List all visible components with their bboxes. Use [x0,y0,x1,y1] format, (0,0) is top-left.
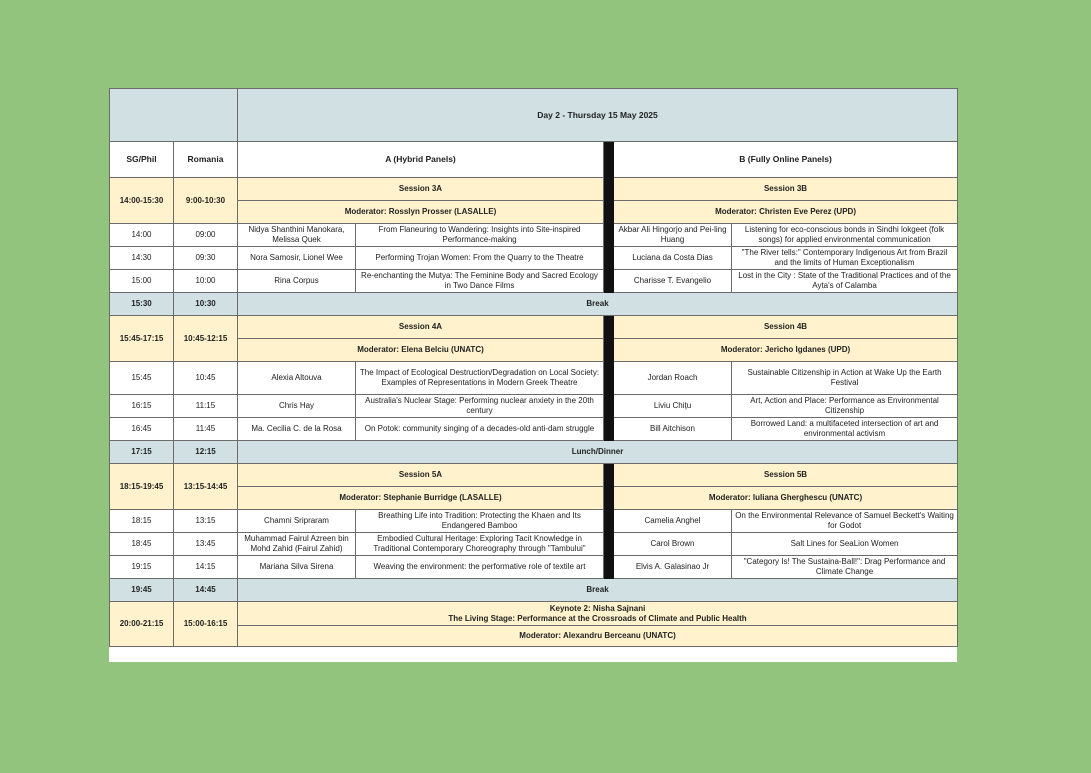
paper-title-b: "Category Is! The Sustaina-Ball!": Drag Performance and Climate Change [732,556,958,579]
paper-title-a: Breathing Life into Tradition: Protecting the Khaen and Its Endangered Bamboo [356,510,604,533]
schedule-sheet [109,88,957,662]
presenter-b: Akbar Ali Hingorjo and Pei-ling Huang [614,224,732,247]
col-b-online: B (Fully Online Panels) [614,142,958,178]
paper-title-b: Lost in the City : State of the Traditional Practices and of the Ayta's of Calamba [732,270,958,293]
sg-time: 15:45 [110,362,174,395]
presenter-b: Camelia Anghel [614,510,732,533]
table-row [110,362,958,395]
presenter-b: Elvis A. Galasinao Jr [614,556,732,579]
slot-sg-time: 15:45-17:15 [110,316,174,362]
break-row [110,441,958,464]
keynote-sg-time: 20:00-21:15 [110,602,174,647]
header-blank [110,89,238,142]
session-b-title: Session 5B [614,464,958,487]
session-b-title: Session 4B [614,316,958,339]
session-b-title: Session 3B [614,178,958,201]
paper-title-b: "The River tells:" Contemporary Indigenous Art from Brazil and the limits of Human Exceptionalism [732,247,958,270]
paper-title-b: Salt Lines for SeaLion Women [732,533,958,556]
break-row [110,579,958,602]
slot-ro-time: 9:00-10:30 [174,178,238,224]
col-romania: Romania [174,142,238,178]
break-sg-time: 17:15 [110,441,174,464]
table-row [110,418,958,441]
break-label: Break [238,293,958,316]
break-row [110,293,958,316]
ro-time: 11:15 [174,395,238,418]
presenter-a: Nora Samosir, Lionel Wee [238,247,356,270]
presenter-a: Rina Corpus [238,270,356,293]
presenter-b: Carol Brown [614,533,732,556]
break-ro-time: 12:15 [174,441,238,464]
paper-title-a: Embodied Cultural Heritage: Exploring Tacit Knowledge in Traditional Contemporary Choreography through "Tambului" [356,533,604,556]
presenter-b: Jordan Roach [614,362,732,395]
paper-title-a: On Potok: community singing of a decades-old anti-dam struggle [356,418,604,441]
slot-ro-time: 10:45-12:15 [174,316,238,362]
presenter-a: Chamni Sripraram [238,510,356,533]
paper-title-b: Art, Action and Place: Performance as Environmental Citizenship [732,395,958,418]
sg-time: 19:15 [110,556,174,579]
ro-time: 09:30 [174,247,238,270]
session-a-title: Session 5A [238,464,604,487]
moderator-a: Moderator: Stephanie Burridge (LASALLE) [238,487,604,510]
ro-time: 13:45 [174,533,238,556]
moderator-b: Moderator: Iuliana Gherghescu (UNATC) [614,487,958,510]
ro-time: 11:45 [174,418,238,441]
keynote-speaker: Keynote 2: Nisha Sajnani [549,603,646,613]
table-row [110,533,958,556]
keynote-ro-time: 15:00-16:15 [174,602,238,647]
col-a-hybrid: A (Hybrid Panels) [238,142,604,178]
paper-title-a: Performing Trojan Women: From the Quarry to the Theatre [356,247,604,270]
table-row [110,270,958,293]
paper-title-b: Borrowed Land: a multifaceted intersection of art and environmental activism [732,418,958,441]
break-label: Break [238,579,958,602]
paper-title-a: Australia's Nuclear Stage: Performing nuclear anxiety in the 20th century [356,395,604,418]
presenter-a: Mariana Silva Sirena [238,556,356,579]
paper-title-a: The Impact of Ecological Destruction/Degradation on Local Society: Examples of Representations in Modern Greek Theatre [356,362,604,395]
slot-ro-time: 13:15-14:45 [174,464,238,510]
paper-title-a: Weaving the environment: the performative role of textile art [356,556,604,579]
break-ro-time: 10:30 [174,293,238,316]
presenter-a: Alexia Altouva [238,362,356,395]
sg-time: 14:00 [110,224,174,247]
table-row [110,510,958,533]
keynote-title [238,602,958,626]
moderator-b: Moderator: Christen Eve Perez (UPD) [614,201,958,224]
col-sg-phil: SG/Phil [110,142,174,178]
paper-title-a: From Flaneuring to Wandering: Insights into Site-inspired Performance-making [356,224,604,247]
break-ro-time: 14:45 [174,579,238,602]
sg-time: 18:15 [110,510,174,533]
break-label: Lunch/Dinner [238,441,958,464]
ro-time: 13:15 [174,510,238,533]
slot-sg-time: 18:15-19:45 [110,464,174,510]
table-row [110,556,958,579]
session-a-title: Session 3A [238,178,604,201]
sg-time: 16:15 [110,395,174,418]
table-row [110,224,958,247]
break-sg-time: 15:30 [110,293,174,316]
presenter-b: Bill Aitchison [614,418,732,441]
day-title: Day 2 - Thursday 15 May 2025 [238,89,958,142]
presenter-b: Charisse T. Evangelio [614,270,732,293]
moderator-a: Moderator: Elena Belciu (UNATC) [238,339,604,362]
ro-time: 14:15 [174,556,238,579]
sg-time: 18:45 [110,533,174,556]
paper-title-b: Listening for eco-conscious bonds in Sindhi lokgeet (folk songs) for applied environmental communication [732,224,958,247]
schedule-table [109,88,958,647]
keynote-moderator: Moderator: Alexandru Berceanu (UNATC) [238,626,958,647]
ro-time: 10:00 [174,270,238,293]
presenter-a: Chris Hay [238,395,356,418]
paper-title-a: Re-enchanting the Mutya: The Feminine Body and Sacred Ecology in Two Dance Films [356,270,604,293]
slot-sg-time: 14:00-15:30 [110,178,174,224]
moderator-b: Moderator: Jericho Igdanes (UPD) [614,339,958,362]
keynote-talk-title: The Living Stage: Performance at the Crossroads of Climate and Public Health [448,613,747,623]
moderator-a: Moderator: Rosslyn Prosser (LASALLE) [238,201,604,224]
sg-time: 15:00 [110,270,174,293]
presenter-a: Nidya Shanthini Manokara, Melissa Quek [238,224,356,247]
column-separator [604,142,614,178]
presenter-a: Ma. Cecilia C. de la Rosa [238,418,356,441]
paper-title-b: Sustainable Citizenship in Action at Wake Up the Earth Festival [732,362,958,395]
sg-time: 16:45 [110,418,174,441]
ro-time: 09:00 [174,224,238,247]
paper-title-b: On the Environmental Relevance of Samuel Beckett's Waiting for Godot [732,510,958,533]
presenter-a: Muhammad Fairul Azreen bin Mohd Zahid (Fairul Zahid) [238,533,356,556]
session-a-title: Session 4A [238,316,604,339]
sg-time: 14:30 [110,247,174,270]
presenter-b: Liviu Chițu [614,395,732,418]
ro-time: 10:45 [174,362,238,395]
table-row [110,395,958,418]
presenter-b: Luciana da Costa Dias [614,247,732,270]
break-sg-time: 19:45 [110,579,174,602]
table-row [110,247,958,270]
